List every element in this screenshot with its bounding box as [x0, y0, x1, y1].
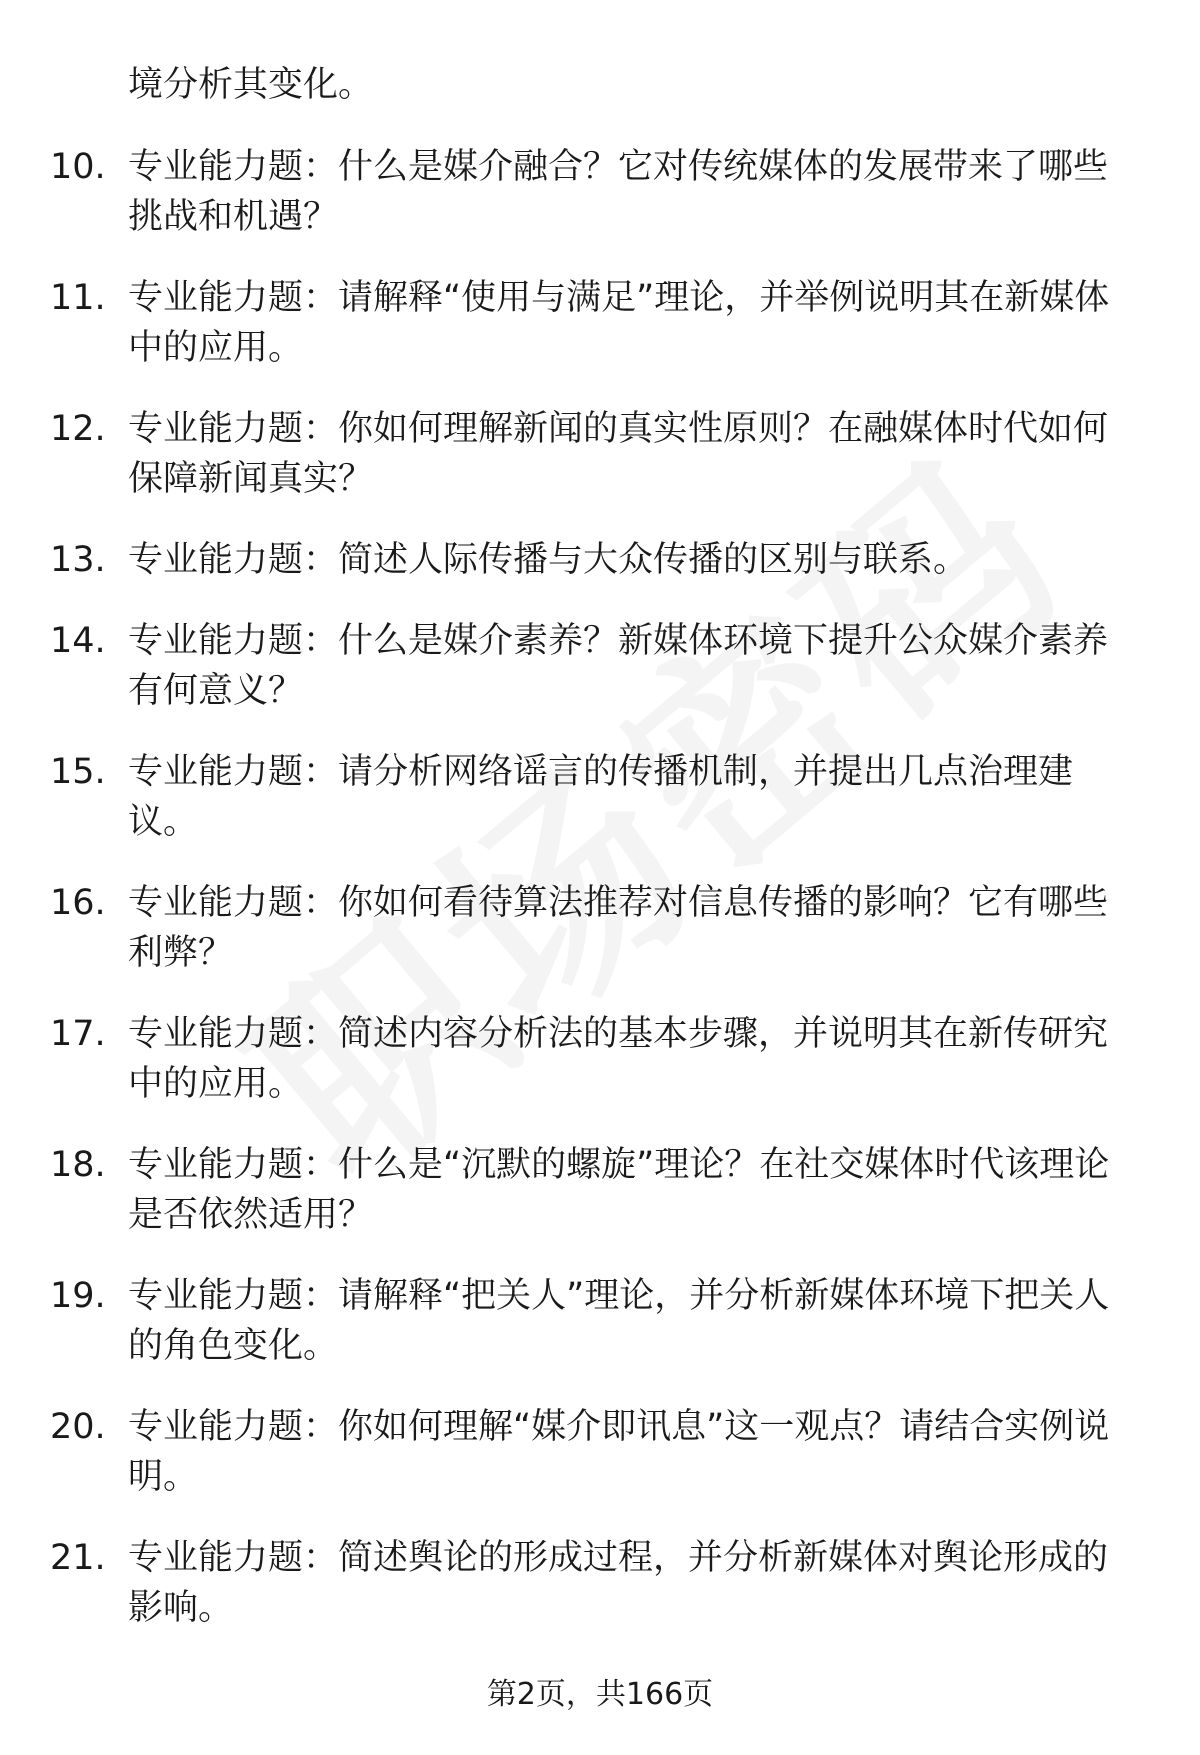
question-text: 专业能力题：简述人际传播与大众传播的区别与联系。 [128, 540, 969, 580]
question-number: 10. [50, 147, 106, 187]
question-item-21 [50, 1533, 1138, 1633]
question-text: 专业能力题：你如何理解新闻的真实性原则？在融媒体时代如何保障新闻真实？ [128, 409, 1109, 499]
question-item-15 [50, 747, 1138, 847]
question-item-16 [50, 878, 1138, 978]
question-number: 16. [50, 883, 106, 923]
question-content [0, 60, 1200, 1664]
question-text: 专业能力题：什么是“沉默的螺旋”理论？在社交媒体时代该理论是否依然适用？ [128, 1145, 1110, 1235]
question-text: 专业能力题：你如何看待算法推荐对信息传播的影响？它有哪些利弊？ [128, 883, 1109, 973]
question-item-19 [50, 1271, 1138, 1371]
question-item-20 [50, 1402, 1138, 1502]
question-item-11 [50, 273, 1138, 373]
question-text: 专业能力题：简述内容分析法的基本步骤，并说明其在新传研究中的应用。 [128, 1014, 1109, 1104]
page-footer: 第2页，共166页 [486, 1677, 714, 1712]
question-item-18 [50, 1140, 1138, 1240]
question-number: 18. [50, 1145, 106, 1185]
question-text: 专业能力题：请解释“使用与满足”理论，并举例说明其在新媒体中的应用。 [128, 278, 1110, 368]
question-text: 专业能力题：什么是媒介素养？新媒体环境下提升公众媒介素养有何意义？ [128, 621, 1109, 711]
question-number: 21. [50, 1538, 106, 1578]
question-number: 14. [50, 621, 106, 661]
question-item-10 [50, 142, 1138, 242]
question-number: 19. [50, 1276, 106, 1316]
question-number: 12. [50, 409, 106, 449]
question-text: 专业能力题：你如何理解“媒介即讯息”这一观点？请结合实例说明。 [128, 1407, 1110, 1497]
question-number: 17. [50, 1014, 106, 1054]
question-number: 15. [50, 752, 106, 792]
continued-question-text: 境分析其变化。 [128, 65, 374, 105]
question-item-13 [50, 535, 1138, 585]
question-list [0, 142, 1200, 1633]
question-text: 专业能力题：什么是媒介融合？它对传统媒体的发展带来了哪些挑战和机遇？ [128, 147, 1109, 237]
question-text: 专业能力题：简述舆论的形成过程，并分析新媒体对舆论形成的影响。 [128, 1538, 1109, 1628]
question-number: 20. [50, 1407, 106, 1447]
question-text: 专业能力题：请分析网络谣言的传播机制，并提出几点治理建议。 [128, 752, 1074, 842]
question-item-17 [50, 1009, 1138, 1109]
question-number: 11. [50, 278, 106, 318]
question-text: 专业能力题：请解释“把关人”理论，并分析新媒体环境下把关人的角色变化。 [128, 1276, 1110, 1366]
question-item-14 [50, 616, 1138, 716]
question-item-12 [50, 404, 1138, 504]
question-number: 13. [50, 540, 106, 580]
